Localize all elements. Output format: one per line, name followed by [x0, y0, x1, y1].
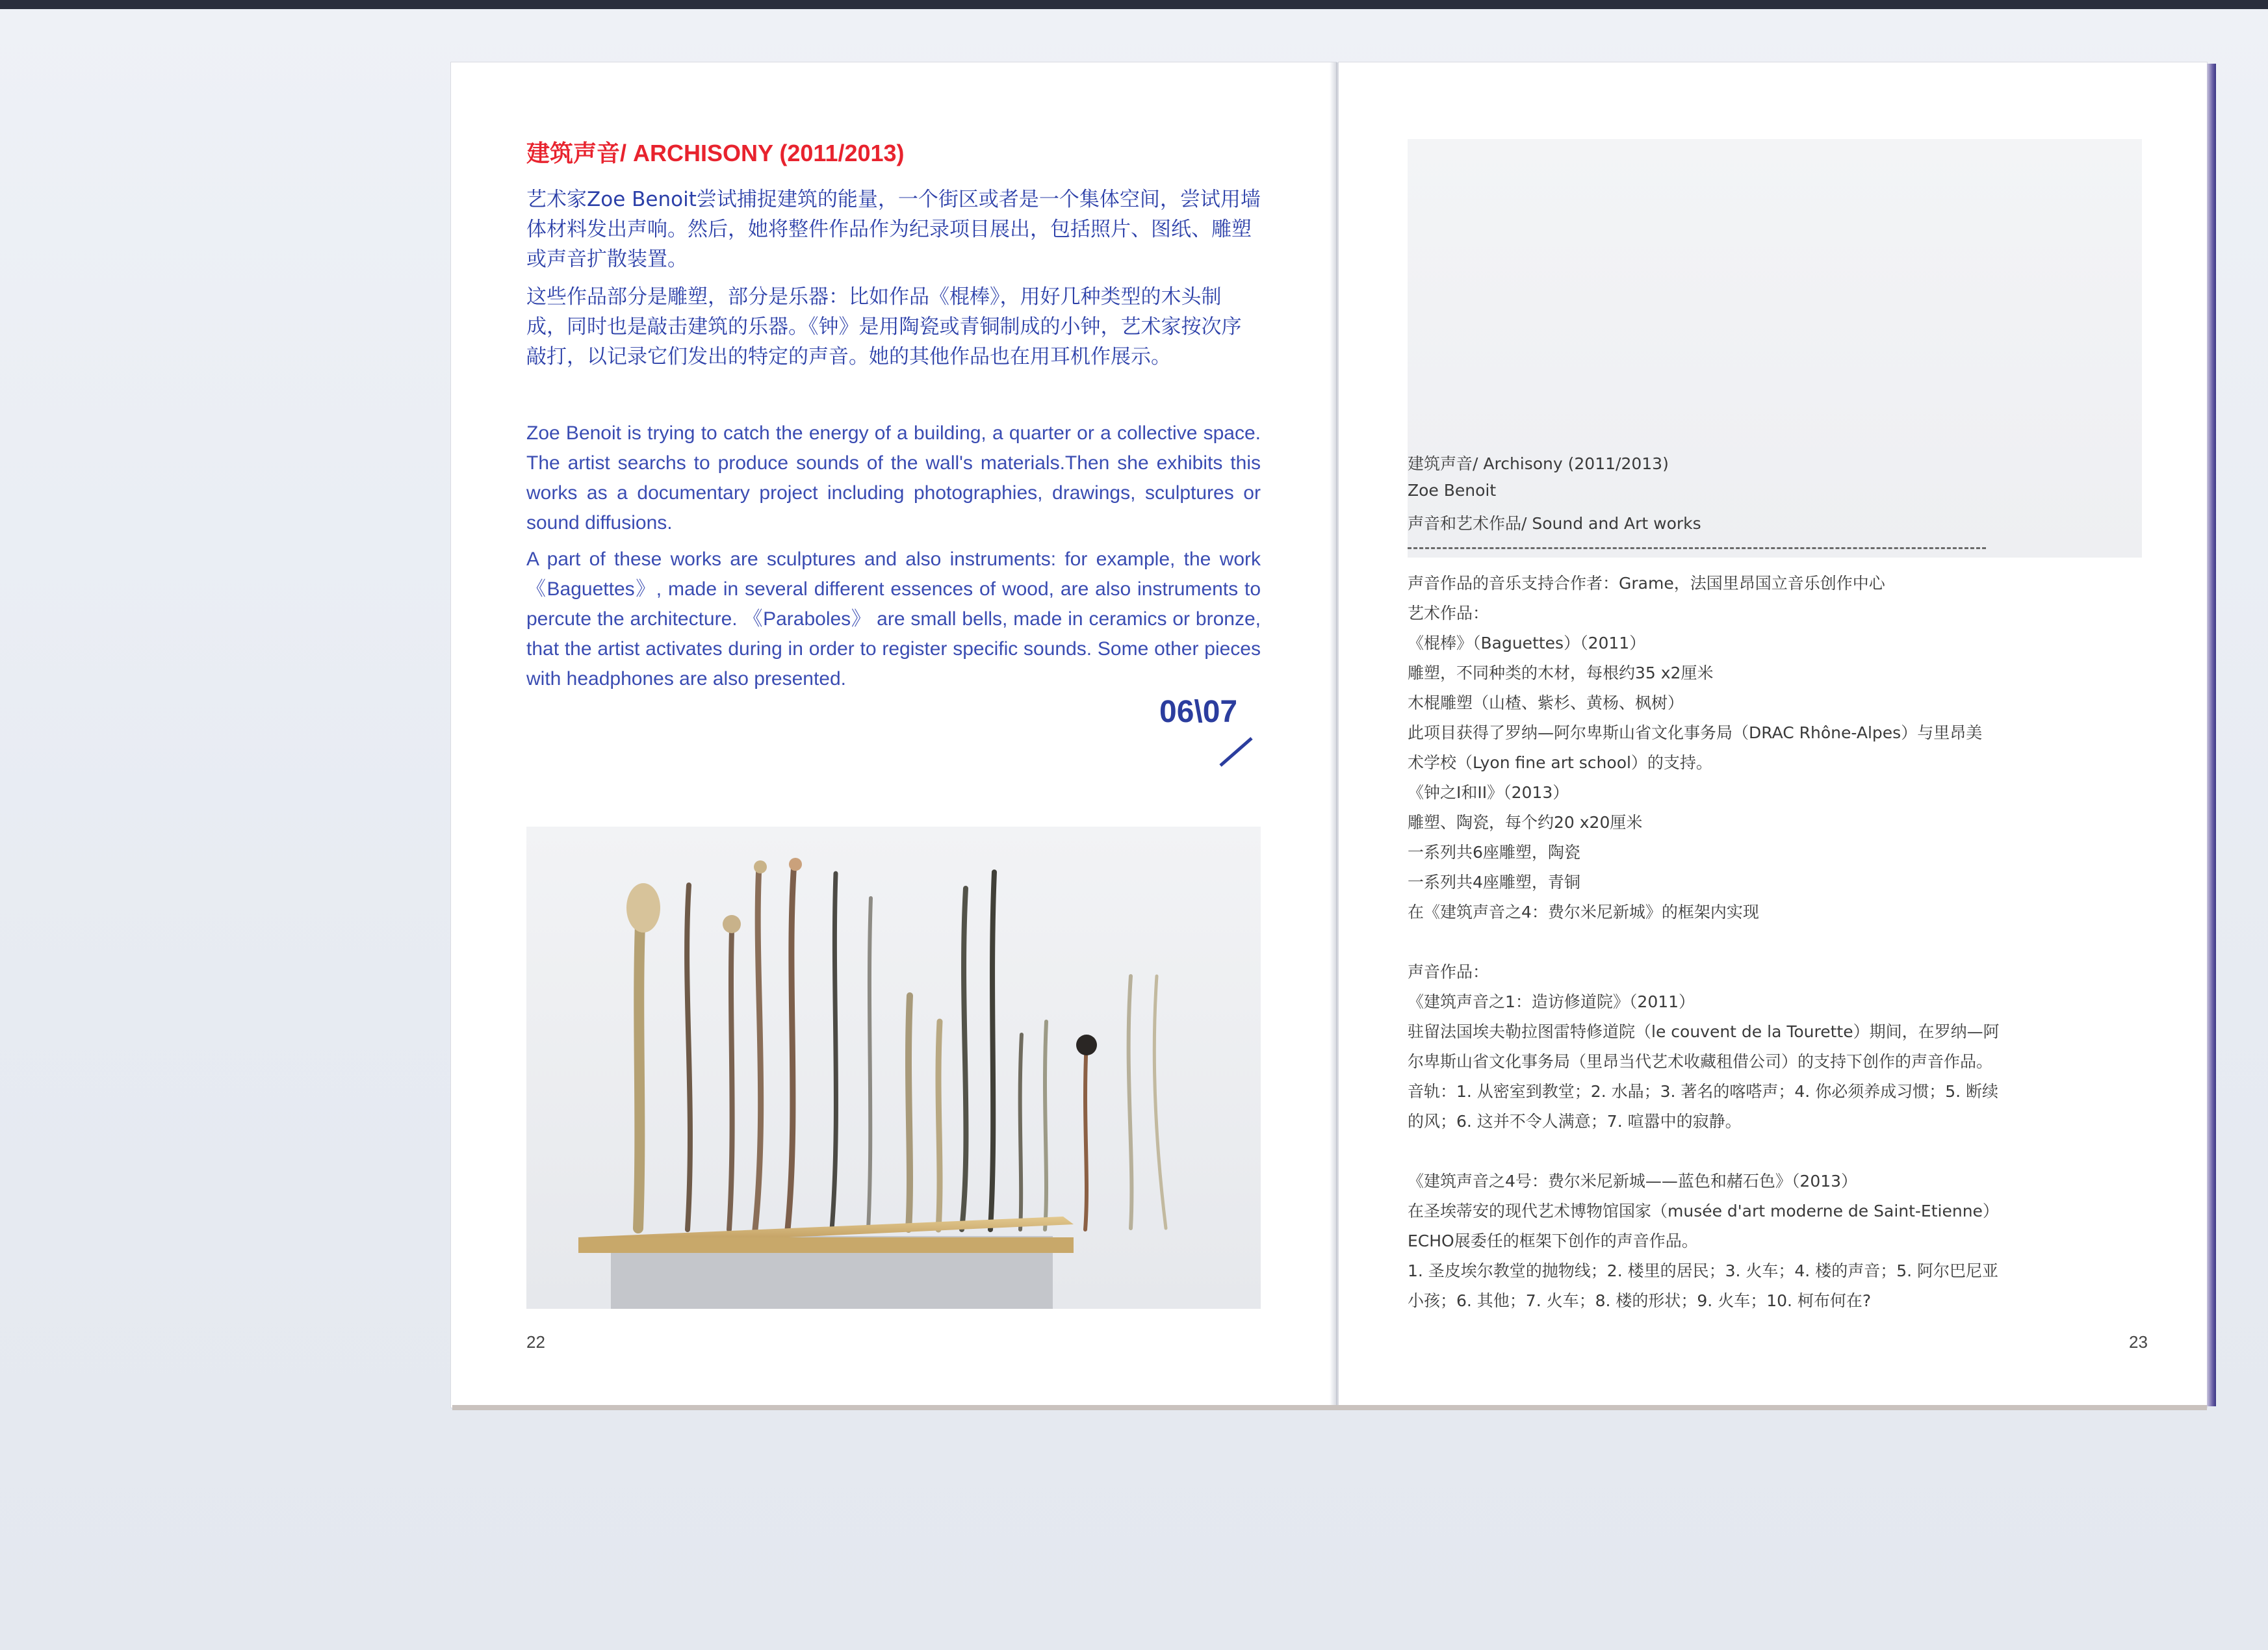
show-through-panel: [1408, 139, 2142, 558]
credit-line: 《棍棒》（Baguettes）（2011）: [1408, 634, 1646, 652]
credit-artist: Zoe Benoit: [1408, 481, 1497, 500]
en-paragraph-1: Zoe Benoit is trying to catch the energy of a building, a quarter or a collective space. The artist searchs to produce sounds of the wall's materials.Then she exhibits this works as a documentary project including photographies, drawings, sculptures or sound diffusions.: [526, 422, 1261, 534]
credit-line: 1. 圣皮埃尔教堂的抛物线；2. 楼里的居民；3. 火车；4. 楼的声音；5. 阿尔巴尼亚: [1408, 1261, 1998, 1280]
credit-line: 术学校（Lyon fine art school）的支持。: [1408, 753, 1712, 772]
credit-line: 雕塑、陶瓷，每个约20 x20厘米: [1408, 813, 1643, 832]
right-page: [1339, 62, 2207, 1408]
credit-type: 声音和艺术作品/ Sound and Art works: [1408, 514, 1701, 533]
credit-line: 声音作品：: [1408, 962, 1489, 981]
book-spine-edge: [2207, 64, 2216, 1406]
credit-line: 驻留法国埃夫勒拉图雷特修道院（le couvent de la Tourette）期间，在罗纳—阿: [1408, 1022, 2000, 1041]
credit-line: 在圣埃蒂安的现代艺术博物馆国家（musée d'art moderne de Saint-Etienne）: [1408, 1202, 1999, 1220]
page-title: 建筑声音/ ARCHISONY (2011/2013): [526, 140, 905, 166]
dashed-divider: [1408, 547, 1986, 549]
credit-line: 艺术作品：: [1408, 604, 1489, 623]
book-bottom-edge: [452, 1405, 2207, 1410]
page-number-left: 22: [526, 1332, 545, 1352]
credit-line: 尔卑斯山省文化事务局（里昂当代艺术收藏租借公司）的支持下创作的声音作品。: [1408, 1052, 1993, 1071]
credit-line: 此项目获得了罗纳—阿尔卑斯山省文化事务局（DRAC Rhône-Alpes）与里昂美: [1408, 723, 1983, 742]
sculpture-photo: [526, 827, 1261, 1309]
credit-line: 《建筑声音之4号：费尔米尼新城——蓝色和赭石色》（2013）: [1408, 1172, 1858, 1191]
slash-mark: [1217, 733, 1256, 769]
left-page: [451, 62, 1336, 1408]
baguettes-sculpture-image: [526, 827, 1261, 1309]
credit-line: 声音作品的音乐支持合作者：Grame，法国里昂国立音乐创作中心: [1408, 574, 1885, 593]
en-paragraph-2: A part of these works are sculptures and also instruments: for example, the work 《Baguettes》, made in several different essences of wood, are also instruments to percute the architecture. 《Paraboles》 are small bells, made in ceramics or bronze, that the artist activates during in order to register specific sounds. Some other pieces with headphones are also presented.: [526, 548, 1261, 690]
cn-paragraph-2: 这些作品部分是雕塑，部分是乐器：比如作品《棍棒》，用好几种类型的木头制成，同时也是敲击建筑的乐器。《钟》是用陶瓷或青铜制成的小钟，艺术家按次序敲打，以记录它们发出的特定的声音。她的其他作品也在用耳机作展示。: [526, 285, 1242, 368]
credit-line: 《建筑声音之1：造访修道院》（2011）: [1408, 992, 1695, 1011]
section-marker: 06\07: [1159, 695, 1238, 729]
credit-line: 在《建筑声音之4：费尔米尼新城》的框架内实现: [1408, 903, 1759, 922]
credit-title: 建筑声音/ Archisony (2011/2013): [1408, 454, 1669, 473]
cn-paragraph-1: 艺术家Zoe Benoit尝试捕捉建筑的能量，一个街区或者是一个集体空间，尝试用墙体材料发出声响。然后，她将整件作品作为纪录项目展出，包括照片、图纸、雕塑或声音扩散装置。: [526, 188, 1261, 271]
credit-line: 木棍雕塑（山楂、紫杉、黄杨、枫树）: [1408, 693, 1684, 712]
credit-line: 音轨：1. 从密室到教堂；2. 水晶；3. 著名的喀嗒声；4. 你必须养成习惯；5. 断续: [1408, 1082, 1998, 1101]
credit-line: 小孩；6. 其他；7. 火车；8. 楼的形状；9. 火车；10. 柯布何在?: [1408, 1291, 1872, 1310]
credit-line: 一系列共4座雕塑，青铜: [1408, 873, 1580, 892]
credit-line: ECHO展委任的框架下创作的声音作品。: [1408, 1231, 1698, 1250]
credit-line: 《钟之I和II》（2013）: [1408, 783, 1569, 802]
credit-line: 一系列共6座雕塑，陶瓷: [1408, 843, 1580, 862]
scanner-edge: [0, 0, 2268, 9]
credit-line: 雕塑，不同种类的木材，每根约35 x2厘米: [1408, 664, 1714, 682]
page-number-right: 23: [2129, 1332, 2148, 1352]
credit-line: 的风；6. 这并不令人满意；7. 喧嚣中的寂静。: [1408, 1112, 1742, 1131]
